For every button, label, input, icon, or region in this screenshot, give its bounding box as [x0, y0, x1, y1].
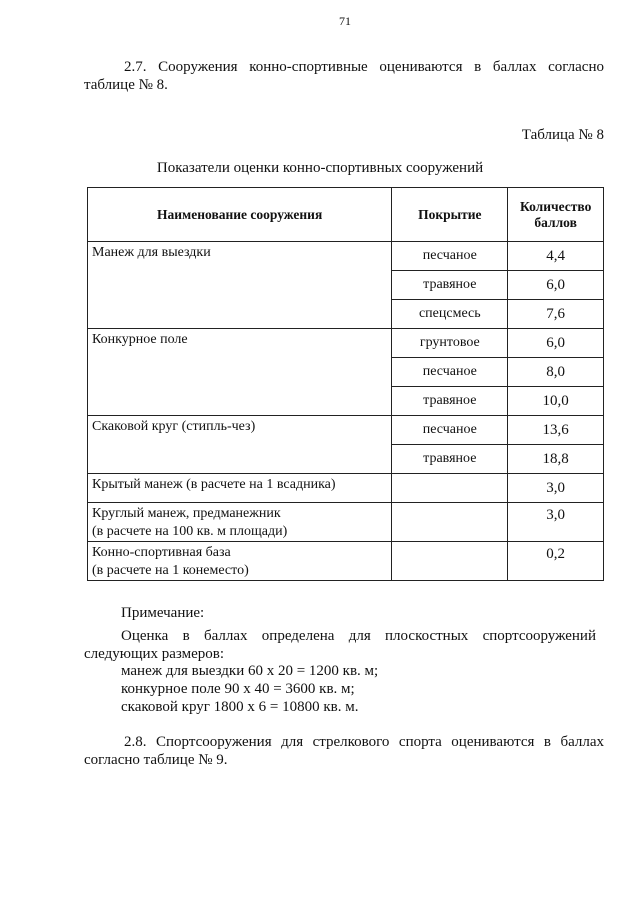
- facility-name-cell: Манеж для выездки: [88, 242, 392, 329]
- table-row: [88, 474, 604, 503]
- note-heading: Примечание:: [121, 605, 205, 621]
- cover-cell: травяное: [392, 445, 508, 474]
- cover-cell: [392, 542, 508, 581]
- facility-name-cell: Круглый манеж, предманежник (в расчете на 100 кв. м площади): [88, 503, 392, 542]
- paragraph-2-7-text: 2.7. Сооружения конно-спортивные оцениваются в баллах согласно таблице № 8.: [84, 59, 604, 93]
- facility-name-cell: Скаковой круг (стипль-чез): [88, 416, 392, 474]
- score-cell: 0,2: [508, 542, 604, 581]
- score-cell: 6,0: [508, 271, 604, 300]
- score-cell: 8,0: [508, 358, 604, 387]
- score-cell: 3,0: [508, 503, 604, 542]
- note-line-manege: манеж для выездки 60 х 20 = 1200 кв. м;: [121, 663, 379, 679]
- paragraph-2-7: [84, 58, 604, 94]
- note-line-track: скаковой круг 1800 х 6 = 10800 кв. м.: [121, 699, 359, 715]
- cover-cell: грунтовое: [392, 329, 508, 358]
- cover-cell: [392, 503, 508, 542]
- paragraph-2-8-text: 2.8. Спортсооружения для стрелкового спорта оцениваются в баллах согласно таблице № 9.: [84, 734, 604, 768]
- table-caption: Таблица № 8: [521, 127, 604, 143]
- table-row: [88, 416, 604, 445]
- facility-name-cell: Конкурное поле: [88, 329, 392, 416]
- cover-cell: травяное: [392, 271, 508, 300]
- score-cell: 13,6: [508, 416, 604, 445]
- note-text: [84, 627, 596, 663]
- facility-name-cell: Крытый манеж (в расчете на 1 всадника): [88, 474, 392, 503]
- table-row: [88, 329, 604, 358]
- table-row: [88, 542, 604, 581]
- table-body: [88, 242, 604, 581]
- note-line-field: конкурное поле 90 х 40 = 3600 кв. м;: [121, 681, 355, 697]
- header-cover: Покрытие: [392, 188, 508, 242]
- header-name: Наименование сооружения: [88, 188, 392, 242]
- scores-table: [87, 187, 604, 581]
- score-cell: 10,0: [508, 387, 604, 416]
- table-row: [88, 503, 604, 542]
- score-cell: 7,6: [508, 300, 604, 329]
- page-number: 71: [339, 14, 351, 28]
- score-cell: 3,0: [508, 474, 604, 503]
- table-header-row: [88, 188, 604, 242]
- table-row: [88, 242, 604, 271]
- cover-cell: песчаное: [392, 416, 508, 445]
- cover-cell: песчаное: [392, 358, 508, 387]
- header-score: Количество баллов: [508, 188, 604, 242]
- score-cell: 4,4: [508, 242, 604, 271]
- facility-name-cell: Конно-спортивная база (в расчете на 1 конеместо): [88, 542, 392, 581]
- cover-cell: травяное: [392, 387, 508, 416]
- table-title: Показатели оценки конно-спортивных сооружений: [156, 160, 484, 176]
- score-cell: 18,8: [508, 445, 604, 474]
- cover-cell: песчаное: [392, 242, 508, 271]
- cover-cell: [392, 474, 508, 503]
- cover-cell: спецсмесь: [392, 300, 508, 329]
- score-cell: 6,0: [508, 329, 604, 358]
- note-text-content: Оценка в баллах определена для плоскостных спортсооружений следующих размеров:: [84, 628, 596, 662]
- paragraph-2-8: [84, 733, 604, 769]
